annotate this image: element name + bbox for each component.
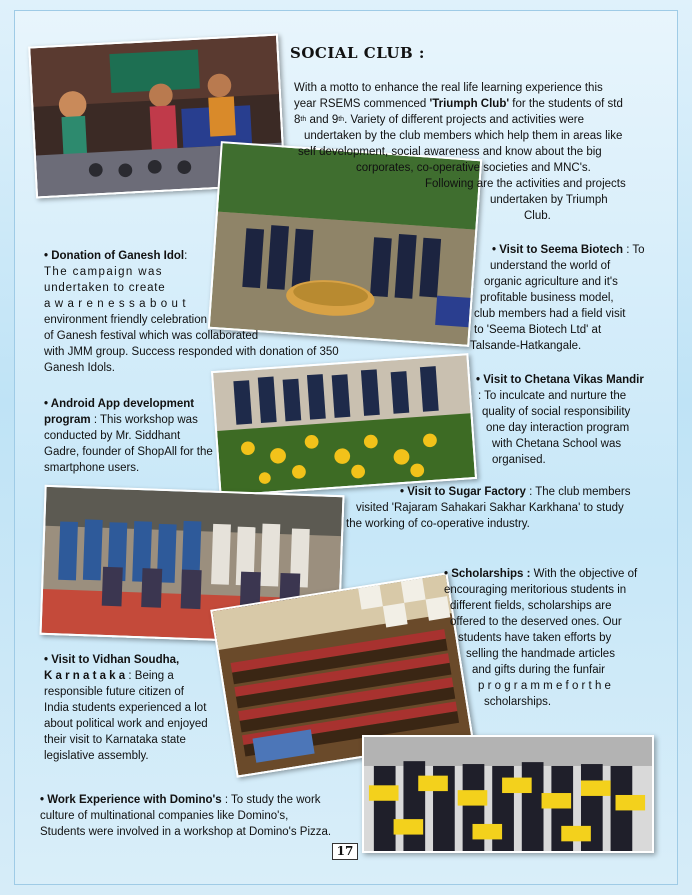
- intro-line: undertaken by Triumph: [490, 194, 608, 206]
- android-line: program : This workshop was: [44, 414, 198, 426]
- photo-scholarship-students: [362, 735, 654, 853]
- scholar-line: offered to the deserved ones. Our: [450, 616, 622, 628]
- seema-line: understand the world of: [490, 260, 611, 272]
- seema-line: club members had a field visit: [474, 308, 626, 320]
- vidhan-line: about political work and enjoyed: [44, 718, 208, 730]
- scholar-title: • Scholarships : With the objective of: [444, 568, 638, 580]
- vidhan-line: K a r n a t a k a : Being a: [44, 670, 174, 682]
- vidhan-line: India students experienced a lot: [44, 702, 207, 714]
- seema-line: profitable business model,: [480, 292, 614, 304]
- intro-line: corporates, co-operative societies and MNC's.: [356, 162, 591, 174]
- ganesh-line: Ganesh Idols.: [44, 362, 115, 374]
- dominos-line: culture of multinational companies like Domino's,: [40, 810, 289, 822]
- chetana-line: : To inculcate and nurture the: [478, 390, 627, 402]
- seema-title: • Visit to Seema Biotech : To: [492, 244, 645, 256]
- chetana-title: • Visit to Chetana Vikas Mandir: [476, 374, 644, 386]
- vidhan-line: legislative assembly.: [44, 750, 149, 762]
- intro-line: With a motto to enhance the real life learning experience this: [294, 82, 603, 94]
- intro-line: Following are the activities and projects: [425, 178, 626, 190]
- android-line: Gadre, founder of ShopAll for the: [44, 446, 213, 458]
- chetana-line: with Chetana School was: [492, 438, 622, 450]
- scholar-line: encouraging meritorious students in: [444, 584, 627, 596]
- android-title: • Android App development: [44, 398, 195, 410]
- scholar-line: different fields, scholarships are: [450, 600, 612, 612]
- chetana-line: organised.: [492, 454, 546, 466]
- ganesh-line: with JMM group. Success responded with donation of 350: [44, 346, 339, 358]
- ganesh-line: The campaign was: [44, 266, 163, 278]
- dominos-title: • Work Experience with Domino's : To study the work: [40, 794, 321, 806]
- photo-chetana-flowers: [211, 353, 477, 497]
- android-line: smartphone users.: [44, 462, 140, 474]
- chetana-line: quality of social responsibility: [482, 406, 631, 418]
- ganesh-line: environment friendly celebration: [44, 314, 208, 326]
- vidhan-title: • Visit to Vidhan Soudha,: [44, 654, 180, 666]
- page-number: 17: [332, 843, 358, 860]
- scholar-line: p r o g r a m m e f o r t h e: [478, 680, 611, 692]
- page-title: SOCIAL CLUB :: [290, 44, 425, 62]
- scholar-line: selling the handmade articles: [466, 648, 615, 660]
- chetana-line: one day interaction program: [486, 422, 630, 434]
- ganesh-line: a w a r e n e s s a b o u t: [44, 298, 187, 310]
- scholar-line: and gifts during the funfair: [472, 664, 605, 676]
- scholar-line: scholarships.: [484, 696, 552, 708]
- intro-line: self development, social awareness and know about the big: [298, 146, 602, 158]
- seema-line: to 'Seema Biotech Ltd' at: [474, 324, 602, 336]
- sugar-line: visited 'Rajaram Sahakari Sakhar Karkhana' to study: [356, 502, 624, 514]
- seema-line: organic agriculture and it's: [484, 276, 618, 288]
- scholar-line: students have taken efforts by: [458, 632, 612, 644]
- intro-line: year RSEMS commenced 'Triumph Club' for the students of std: [294, 98, 623, 110]
- intro-line: undertaken by the club members which help them in areas like: [304, 130, 623, 142]
- ganesh-line: of Ganesh festival which was collaborated: [44, 330, 259, 342]
- vidhan-line: responsible future citizen of: [44, 686, 184, 698]
- sugar-title: • Visit to Sugar Factory : The club members: [400, 486, 631, 498]
- sugar-line: the working of co-operative industry.: [346, 518, 530, 530]
- intro-line: Club.: [524, 210, 551, 222]
- dominos-line: Students were involved in a workshop at Domino's Pizza.: [40, 826, 332, 838]
- seema-line: Talsande-Hatkangale.: [470, 340, 582, 352]
- android-line: conducted by Mr. Siddhant: [44, 430, 181, 442]
- vidhan-line: their visit to Karnataka state: [44, 734, 186, 746]
- intro-line: 8th and 9th. Variety of different projects and activities were: [294, 114, 584, 126]
- ganesh-line: undertaken to create: [44, 282, 166, 294]
- ganesh-title: • Donation of Ganesh Idol:: [44, 250, 188, 262]
